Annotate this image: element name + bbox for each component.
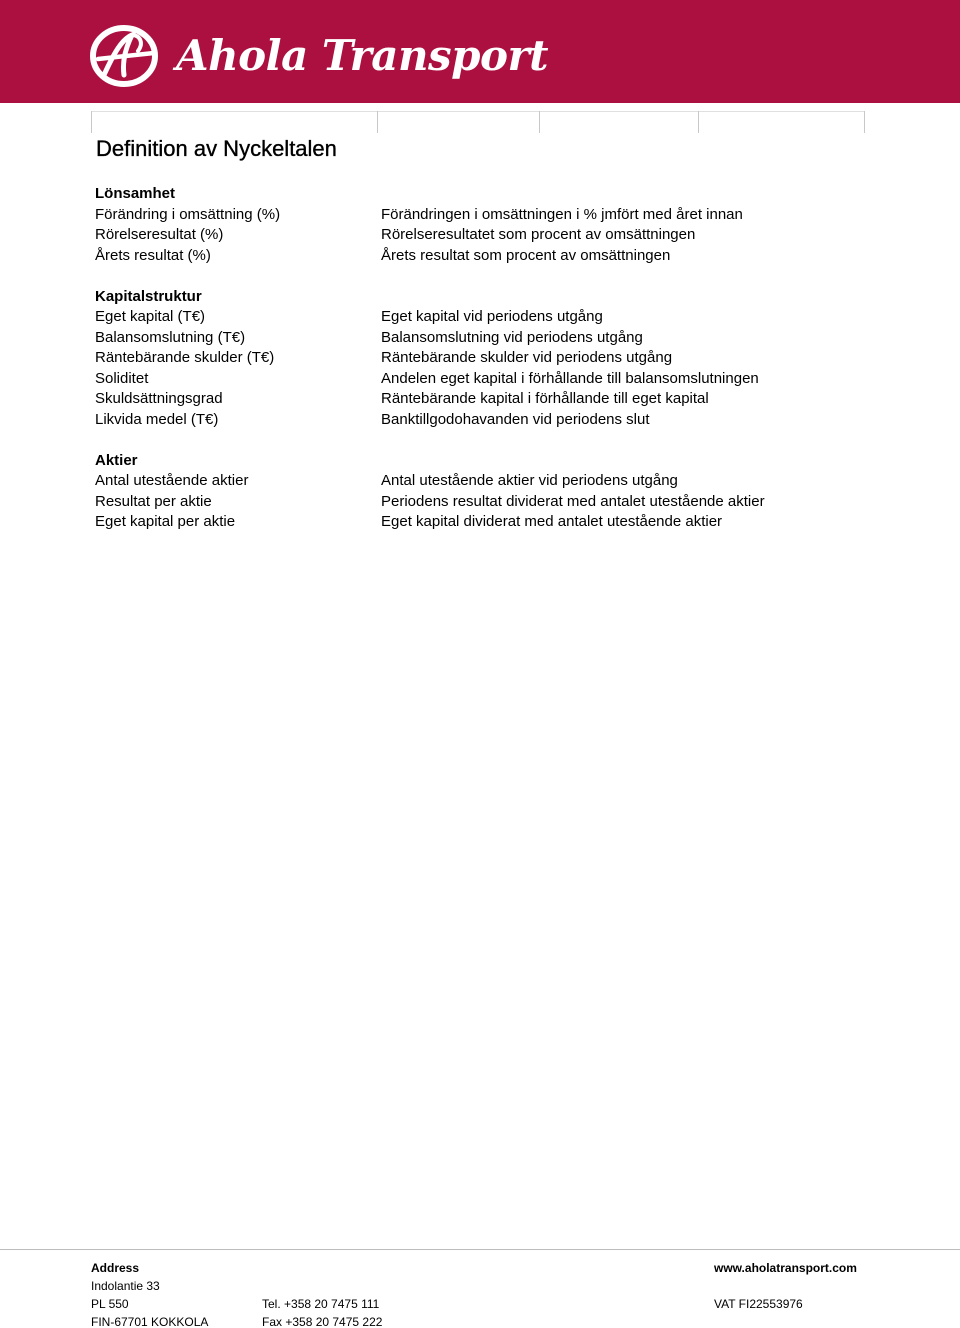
definition: Eget kapital vid periodens utgång xyxy=(381,308,603,325)
header-banner xyxy=(0,0,960,103)
definition: Räntebärande skulder vid periodens utgång xyxy=(381,349,673,366)
term: Likvida medel (T€) xyxy=(95,410,219,428)
term: Räntebärande skulder (T€) xyxy=(95,349,275,366)
brand-name: Ahola Transport xyxy=(176,31,549,80)
footer-tel: Tel. +358 20 7475 111 xyxy=(262,1297,380,1311)
term: Eget kapital (T€) xyxy=(95,308,206,325)
term: Balansomslutning (T€) xyxy=(95,328,246,346)
definition: Eget kapital dividerat med antalet utestående aktier xyxy=(381,513,723,530)
term: Förändring i omsättning (%) xyxy=(95,205,281,223)
company-logo xyxy=(88,22,548,90)
term: Eget kapital per aktie xyxy=(95,513,236,530)
term: Soliditet xyxy=(95,369,149,387)
definition: Banktillgodohavanden vid periodens slut xyxy=(381,410,650,428)
footer-fax: Fax +358 20 7475 222 xyxy=(262,1315,383,1328)
definition: Årets resultat som procent av omsättningen xyxy=(381,246,671,264)
term: Skuldsättningsgrad xyxy=(95,390,223,407)
definition: Räntebärande kapital i förhållande till eget kapital xyxy=(381,390,709,407)
section-heading-lonsamhet: Lönsamhet xyxy=(95,185,176,202)
term: Rörelseresultat (%) xyxy=(95,226,224,243)
footer-website-link[interactable]: www.aholatransport.com xyxy=(714,1261,857,1275)
definitions-column xyxy=(381,184,941,533)
terms-column xyxy=(95,184,365,533)
footer-vat: VAT FI22553976 xyxy=(714,1297,803,1311)
term: Årets resultat (%) xyxy=(95,246,211,264)
definition: Periodens resultat dividerat med antalet utestående aktier xyxy=(381,492,765,510)
page-title: Definition av Nyckeltalen xyxy=(96,136,337,161)
definition: Antal utestående aktier vid periodens utgång xyxy=(381,472,678,489)
definition: Andelen eget kapital i förhållande till balansomslutningen xyxy=(381,369,759,387)
footer-street: Indolantie 33 xyxy=(91,1279,160,1293)
definition: Balansomslutning vid periodens utgång xyxy=(381,328,643,346)
section-heading-kapitalstruktur: Kapitalstruktur xyxy=(95,287,202,305)
footer-address-label: Address xyxy=(91,1261,140,1275)
definition: Förändringen i omsättningen i % jmfört med året innan xyxy=(381,205,743,223)
term: Antal utestående aktier xyxy=(95,472,249,489)
footer-divider xyxy=(0,1249,960,1250)
term: Resultat per aktie xyxy=(95,492,212,510)
section-heading-aktier: Aktier xyxy=(95,451,138,469)
footer-po-box: PL 550 xyxy=(91,1297,129,1311)
header-tab-rule xyxy=(91,111,865,133)
definition: Rörelseresultatet som procent av omsättningen xyxy=(381,226,696,243)
footer-postal: FIN-67701 KOKKOLA xyxy=(91,1315,209,1328)
ahola-logo-mark-icon xyxy=(88,23,164,89)
